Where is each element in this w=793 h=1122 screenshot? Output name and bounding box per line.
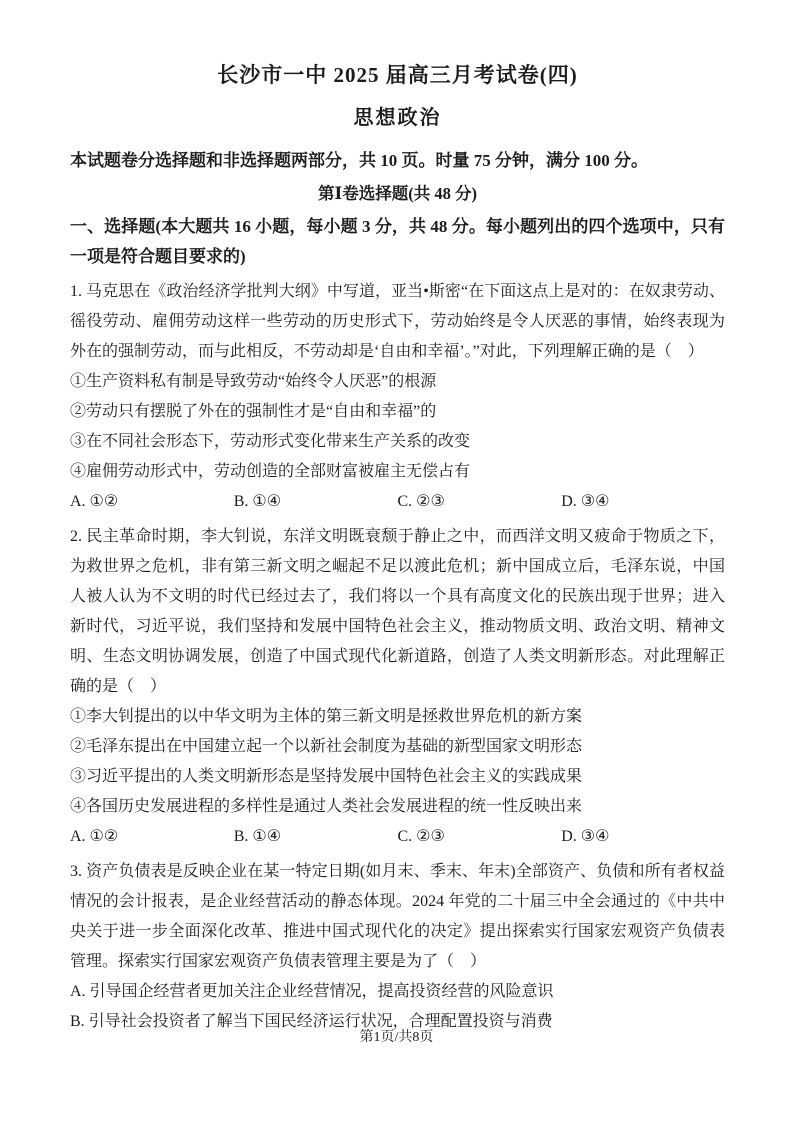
- question-3: [70, 857, 725, 1037]
- question-2-statement-4: ④各国历史发展进程的多样性是通过人类社会发展进程的统一性反映出来: [70, 798, 583, 815]
- subject-title: 思想政治: [353, 107, 442, 129]
- page-footer: 第1页/共8页: [359, 1030, 434, 1045]
- section-header: 第Ⅰ卷选择题(共 48 分): [318, 184, 477, 203]
- question-2-statement-1: ①李大钊提出的以中华文明为主体的第三新文明是拯救世界危机的新方案: [70, 708, 583, 725]
- question-1-statement-3: ③在不同社会形态下，劳动形式变化带来生产关系的改变: [70, 433, 471, 450]
- question-2-stem: 2. 民主革命时期，李大钊说，东洋文明既衰颓于静止之中，而西洋文明又疲命于物质之下，为救世界之危机，非有第三新文明之崛起不足以渡此危机；新中国成立后，毛泽东说，中国人被人认为不文明的时代已经过去了，我们将以一个具有高度文化的民族出现于世界；进入新时代，习近平说，我们坚持和发展中国特色社会主义，推动物质文明、政治文明、精神文明、生态文明协调发展，创造了中国式现代化新道路，创造了人类文明新形态。对此理解正确的是（ ）: [70, 528, 725, 695]
- question-1-choice-a: A. ①②: [70, 493, 119, 510]
- question-2-statement-3: ③习近平提出的人类文明新形态是坚持发展中国特色社会主义的实践成果: [70, 768, 583, 785]
- question-1-choice-c: C. ②③: [397, 493, 445, 510]
- question-1-choices-row: [70, 487, 725, 517]
- question-2: [70, 522, 725, 852]
- question-1-choice-b: B. ①④: [233, 493, 282, 510]
- page-title: 长沙市一中 2025 届高三月考试卷(四): [217, 63, 578, 87]
- question-1: [70, 277, 725, 517]
- question-2-choice-c: C. ②③: [397, 828, 445, 845]
- question-1-stem: 1. 马克思在《政治经济学批判大纲》中写道，亚当•斯密“在下面这点上是对的：在奴隶劳动、徭役劳动、雇佣劳动这样一些劳动的历史形式下，劳动始终是令人厌恶的事情，始终表现为外在的强制劳动，而与此相反，不劳动却是‘自由和幸福’。”对此，下列理解正确的是（ ）: [70, 283, 725, 360]
- question-2-choice-d: D. ③④: [561, 828, 610, 845]
- question-3-option-b: B. 引导社会投资者了解当下国民经济运行状况，合理配置投资与消费: [70, 1013, 553, 1030]
- question-1-choice-d: D. ③④: [561, 493, 610, 510]
- question-2-choice-b: B. ①④: [233, 828, 282, 845]
- question-2-statement-2: ②毛泽东提出在中国建立起一个以新社会制度为基础的新型国家文明形态: [70, 738, 583, 755]
- question-1-statement-1: ①生产资料私有制是导致劳动“始终令人厌恶”的根源: [70, 373, 437, 390]
- question-1-statement-2: ②劳动只有摆脱了外在的强制性才是“自由和幸福”的: [70, 403, 437, 420]
- part-instructions: 一、选择题(本大题共 16 小题，每小题 3 分，共 48 分。每小题列出的四个选项中，只有一项是符合题目要求的): [70, 217, 725, 266]
- question-2-choices-row: [70, 822, 725, 852]
- question-2-choice-a: A. ①②: [70, 828, 119, 845]
- exam-instructions: 本试题卷分选择题和非选择题两部分，共 10 页。时量 75 分钟，满分 100 分。: [70, 151, 648, 170]
- question-3-option-a: A. 引导国企经营者更加关注企业经营情况，提高投资经营的风险意识: [70, 983, 554, 1000]
- question-1-statement-4: ④雇佣劳动形式中，劳动创造的全部财富被雇主无偿占有: [70, 463, 471, 480]
- question-3-stem: 3. 资产负债表是反映企业在某一特定日期(如月末、季末、年末)全部资产、负债和所有者权益情况的会计报表，是企业经营活动的静态体现。2024 年党的二十届三中全会通过的《中共中央关于进一步全面深化改革、推进中国式现代化的决定》提出探索实行国家宏观资产负债表管理。探索实行国家宏观资产负债表管理主要是为了（ ）: [70, 863, 725, 970]
